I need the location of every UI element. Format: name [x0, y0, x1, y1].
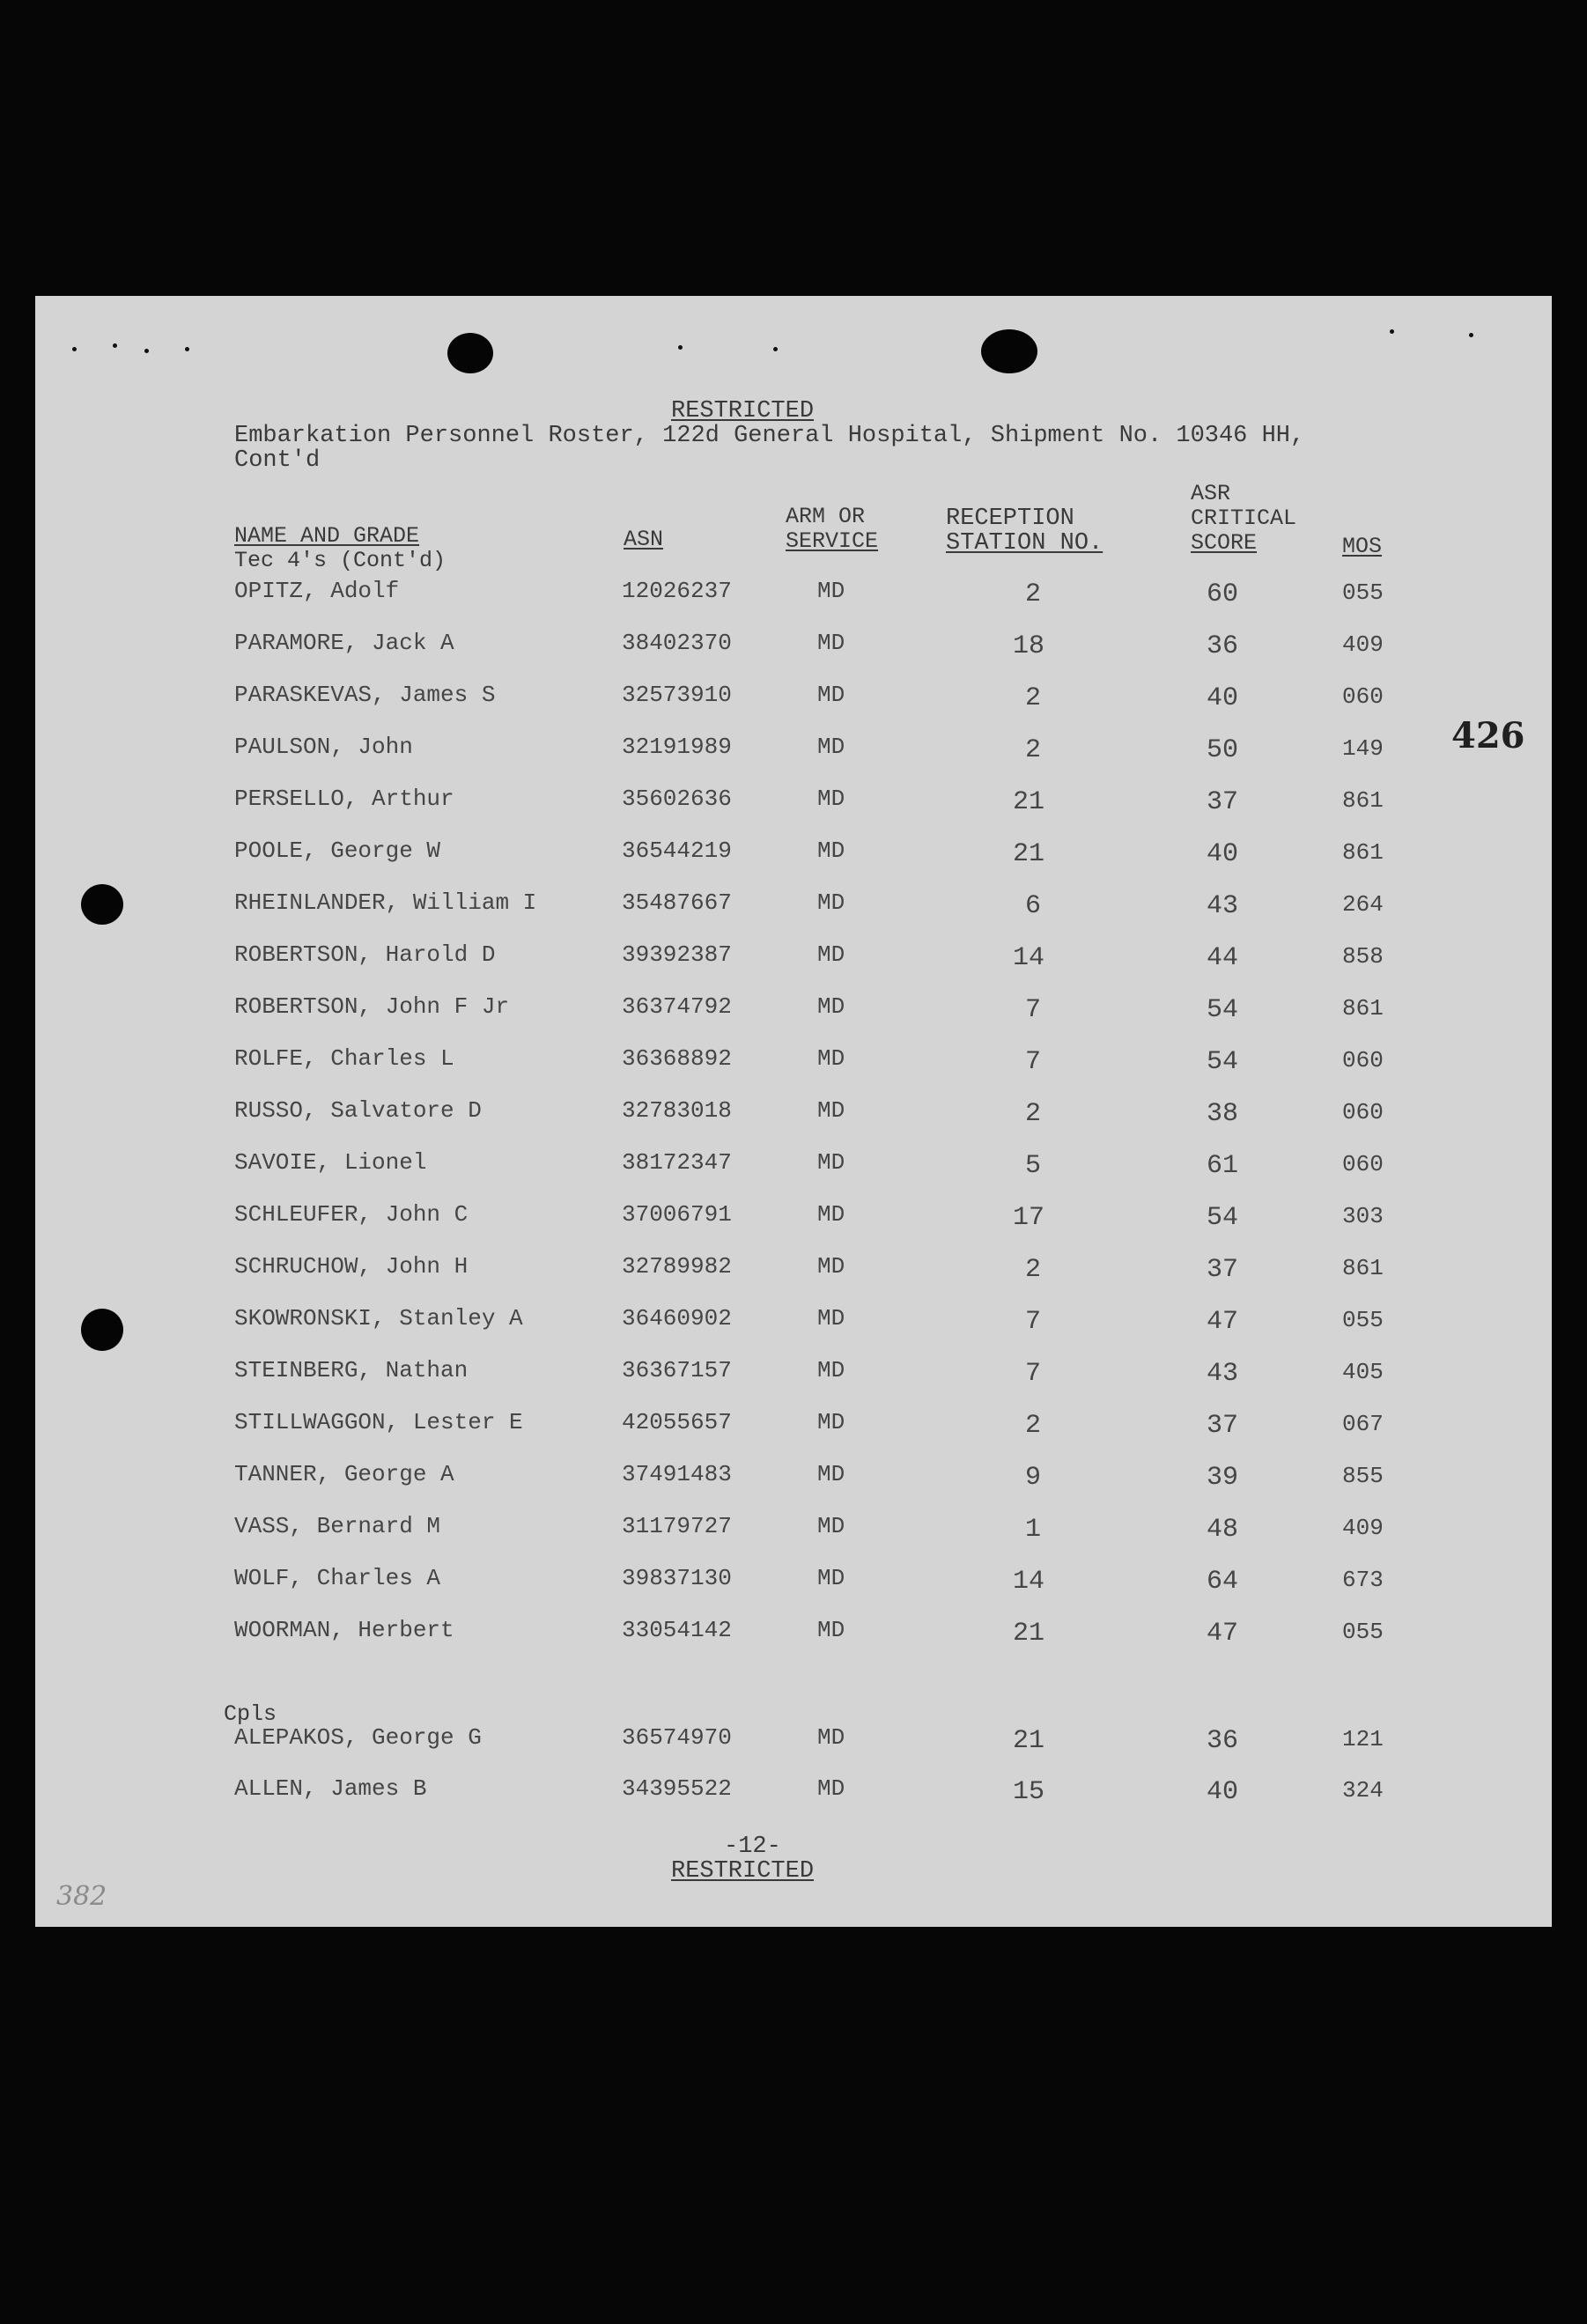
cell-arm: MD [817, 1513, 845, 1539]
cell-arm: MD [817, 578, 845, 604]
cell-asn: 36574970 [622, 1724, 732, 1751]
col-arm-line1: ARM OR [786, 504, 866, 529]
group-cpls-label: Cpls [224, 1701, 277, 1727]
cell-asn: 34395522 [622, 1775, 732, 1802]
cell-asn: 36544219 [622, 837, 732, 864]
cell-station: 21 [1013, 839, 1045, 869]
cell-score: 36 [1207, 631, 1239, 661]
cell-score: 43 [1207, 1359, 1239, 1389]
cell-asn: 36368892 [622, 1045, 732, 1072]
cell-station: 5 [1025, 1151, 1042, 1181]
cell-asn: 37491483 [622, 1461, 732, 1487]
cell-arm: MD [817, 1775, 845, 1802]
cell-score: 38 [1207, 1099, 1239, 1129]
cell-score: 54 [1207, 995, 1239, 1025]
binder-hole-top-left [447, 333, 493, 373]
cell-mos: 303 [1342, 1203, 1384, 1229]
cell-mos: 409 [1342, 1515, 1384, 1541]
cell-arm: MD [817, 1357, 845, 1383]
cell-asn: 38172347 [622, 1149, 732, 1176]
cell-arm: MD [817, 889, 845, 916]
cell-arm: MD [817, 1305, 845, 1332]
cell-station: 2 [1025, 1099, 1042, 1129]
cell-mos: 409 [1342, 631, 1384, 658]
cell-mos: 855 [1342, 1463, 1384, 1489]
speck [185, 347, 189, 351]
cell-name: RHEINLANDER, William I [234, 889, 537, 916]
cell-station: 7 [1025, 1307, 1042, 1337]
document-title-contd: Cont'd [234, 447, 321, 474]
group-tec4-label: Tec 4's (Cont'd) [234, 548, 447, 573]
col-name-grade: NAME AND GRADE [234, 523, 420, 549]
cell-score: 40 [1207, 683, 1239, 713]
cell-asn: 12026237 [622, 578, 732, 604]
cell-asn: 35602636 [622, 786, 732, 812]
cell-asn: 32191989 [622, 734, 732, 760]
cell-name: WOLF, Charles A [234, 1565, 441, 1591]
cell-name: PARAMORE, Jack A [234, 630, 454, 656]
cell-asn: 38402370 [622, 630, 732, 656]
speck [678, 345, 683, 350]
cell-mos: 861 [1342, 995, 1384, 1022]
cell-mos: 055 [1342, 579, 1384, 606]
cell-arm: MD [817, 1409, 845, 1435]
cell-station: 2 [1025, 735, 1042, 765]
speck [1469, 333, 1473, 337]
cell-station: 7 [1025, 1359, 1042, 1389]
cell-asn: 36367157 [622, 1357, 732, 1383]
cell-station: 18 [1013, 631, 1045, 661]
speck [1390, 329, 1394, 334]
cell-station: 14 [1013, 1567, 1045, 1597]
stamped-page-number: 426 [1451, 715, 1525, 756]
cell-station: 7 [1025, 995, 1042, 1025]
cell-name: SCHLEUFER, John C [234, 1201, 469, 1228]
cell-score: 60 [1207, 579, 1239, 609]
cell-mos: 861 [1342, 787, 1384, 814]
cell-station: 21 [1013, 1726, 1045, 1756]
binder-hole-top-right [981, 329, 1037, 373]
cell-mos: 060 [1342, 683, 1384, 710]
cell-name: PERSELLO, Arthur [234, 786, 454, 812]
cell-name: SKOWRONSKI, Stanley A [234, 1305, 523, 1332]
cell-station: 2 [1025, 683, 1042, 713]
cell-mos: 149 [1342, 735, 1384, 762]
col-reception-line1: RECEPTION [946, 505, 1074, 532]
cell-arm: MD [817, 837, 845, 864]
cell-mos: 861 [1342, 839, 1384, 866]
cell-mos: 067 [1342, 1411, 1384, 1437]
cell-score: 44 [1207, 943, 1239, 973]
col-mos: MOS [1342, 534, 1383, 559]
cell-score: 54 [1207, 1203, 1239, 1233]
cell-score: 40 [1207, 1777, 1239, 1807]
document-title: Embarkation Personnel Roster, 122d General Hospital, Shipment No. 10346 HH, [234, 423, 1305, 449]
cell-name: WOORMAN, Herbert [234, 1617, 454, 1643]
cell-station: 21 [1013, 1619, 1045, 1649]
cell-arm: MD [817, 630, 845, 656]
cell-score: 43 [1207, 891, 1239, 921]
cell-name: ROBERTSON, John F Jr [234, 993, 510, 1020]
cell-arm: MD [817, 1201, 845, 1228]
cell-score: 50 [1207, 735, 1239, 765]
cell-mos: 264 [1342, 891, 1384, 918]
cell-arm: MD [817, 1253, 845, 1280]
binder-hole-left-lower [81, 1309, 123, 1351]
cell-arm: MD [817, 1617, 845, 1643]
cell-station: 14 [1013, 943, 1045, 973]
speck [773, 347, 778, 351]
cell-asn: 33054142 [622, 1617, 732, 1643]
col-asr-line1: ASR [1191, 481, 1231, 506]
cell-mos: 121 [1342, 1726, 1384, 1752]
cell-asn: 32789982 [622, 1253, 732, 1280]
cell-name: OPITZ, Adolf [234, 578, 400, 604]
cell-station: 21 [1013, 787, 1045, 817]
cell-name: ROLFE, Charles L [234, 1045, 454, 1072]
col-asn: ASN [624, 527, 664, 552]
cell-arm: MD [817, 1565, 845, 1591]
cell-score: 47 [1207, 1619, 1239, 1649]
cell-name: SAVOIE, Lionel [234, 1149, 427, 1176]
col-arm-line2: SERVICE [786, 528, 879, 554]
cell-station: 7 [1025, 1047, 1042, 1077]
cell-mos: 055 [1342, 1307, 1384, 1333]
cell-score: 54 [1207, 1047, 1239, 1077]
handwritten-page-note: 382 [56, 1881, 107, 1912]
cell-score: 61 [1207, 1151, 1239, 1181]
page-number: -12- [724, 1833, 781, 1860]
cell-name: PARASKEVAS, James S [234, 682, 496, 708]
cell-asn: 32783018 [622, 1097, 732, 1124]
cell-name: POOLE, George W [234, 837, 441, 864]
cell-score: 47 [1207, 1307, 1239, 1337]
cell-arm: MD [817, 1724, 845, 1751]
cell-arm: MD [817, 1097, 845, 1124]
cell-name: SCHRUCHOW, John H [234, 1253, 469, 1280]
cell-score: 48 [1207, 1515, 1239, 1545]
cell-name: TANNER, George A [234, 1461, 454, 1487]
cell-name: VASS, Bernard M [234, 1513, 441, 1539]
cell-mos: 060 [1342, 1099, 1384, 1125]
cell-arm: MD [817, 1461, 845, 1487]
speck [144, 349, 149, 353]
cell-mos: 861 [1342, 1255, 1384, 1281]
cell-asn: 39837130 [622, 1565, 732, 1591]
cell-station: 2 [1025, 1411, 1042, 1441]
cell-name: STILLWAGGON, Lester E [234, 1409, 523, 1435]
cell-mos: 060 [1342, 1047, 1384, 1073]
binder-hole-left-upper [81, 884, 123, 925]
cell-name: RUSSO, Salvatore D [234, 1097, 482, 1124]
cell-score: 37 [1207, 1255, 1239, 1285]
cell-score: 37 [1207, 787, 1239, 817]
cell-name: STEINBERG, Nathan [234, 1357, 469, 1383]
cell-arm: MD [817, 993, 845, 1020]
cell-arm: MD [817, 1045, 845, 1072]
cell-mos: 673 [1342, 1567, 1384, 1593]
cell-station: 2 [1025, 579, 1042, 609]
cell-arm: MD [817, 786, 845, 812]
cell-asn: 32573910 [622, 682, 732, 708]
col-asr-line3: SCORE [1191, 530, 1258, 556]
cell-name: ROBERTSON, Harold D [234, 941, 496, 968]
cell-asn: 35487667 [622, 889, 732, 916]
cell-arm: MD [817, 734, 845, 760]
cell-arm: MD [817, 941, 845, 968]
cell-mos: 060 [1342, 1151, 1384, 1177]
cell-score: 40 [1207, 839, 1239, 869]
cell-asn: 42055657 [622, 1409, 732, 1435]
col-reception-line2: STATION NO. [946, 530, 1104, 557]
classification-bottom: RESTRICTED [671, 1858, 815, 1885]
classification-top: RESTRICTED [671, 398, 815, 424]
cell-asn: 36460902 [622, 1305, 732, 1332]
cell-arm: MD [817, 1149, 845, 1176]
cell-station: 15 [1013, 1777, 1045, 1807]
cell-score: 37 [1207, 1411, 1239, 1441]
cell-score: 39 [1207, 1463, 1239, 1493]
cell-station: 2 [1025, 1255, 1042, 1285]
cell-asn: 37006791 [622, 1201, 732, 1228]
cell-name: ALEPAKOS, George G [234, 1724, 482, 1751]
cell-score: 64 [1207, 1567, 1239, 1597]
cell-asn: 36374792 [622, 993, 732, 1020]
cell-mos: 858 [1342, 943, 1384, 970]
cell-score: 36 [1207, 1726, 1239, 1756]
cell-station: 6 [1025, 891, 1042, 921]
cell-mos: 405 [1342, 1359, 1384, 1385]
cell-asn: 31179727 [622, 1513, 732, 1539]
cell-mos: 055 [1342, 1619, 1384, 1645]
speck [113, 343, 117, 348]
cell-station: 1 [1025, 1515, 1042, 1545]
cell-asn: 39392387 [622, 941, 732, 968]
cell-mos: 324 [1342, 1777, 1384, 1804]
cell-station: 9 [1025, 1463, 1042, 1493]
document-page [35, 296, 1552, 1927]
cell-station: 17 [1013, 1203, 1045, 1233]
cell-name: PAULSON, John [234, 734, 413, 760]
cell-name: ALLEN, James B [234, 1775, 427, 1802]
speck [72, 347, 77, 351]
col-asr-line2: CRITICAL [1191, 505, 1297, 531]
cell-arm: MD [817, 682, 845, 708]
